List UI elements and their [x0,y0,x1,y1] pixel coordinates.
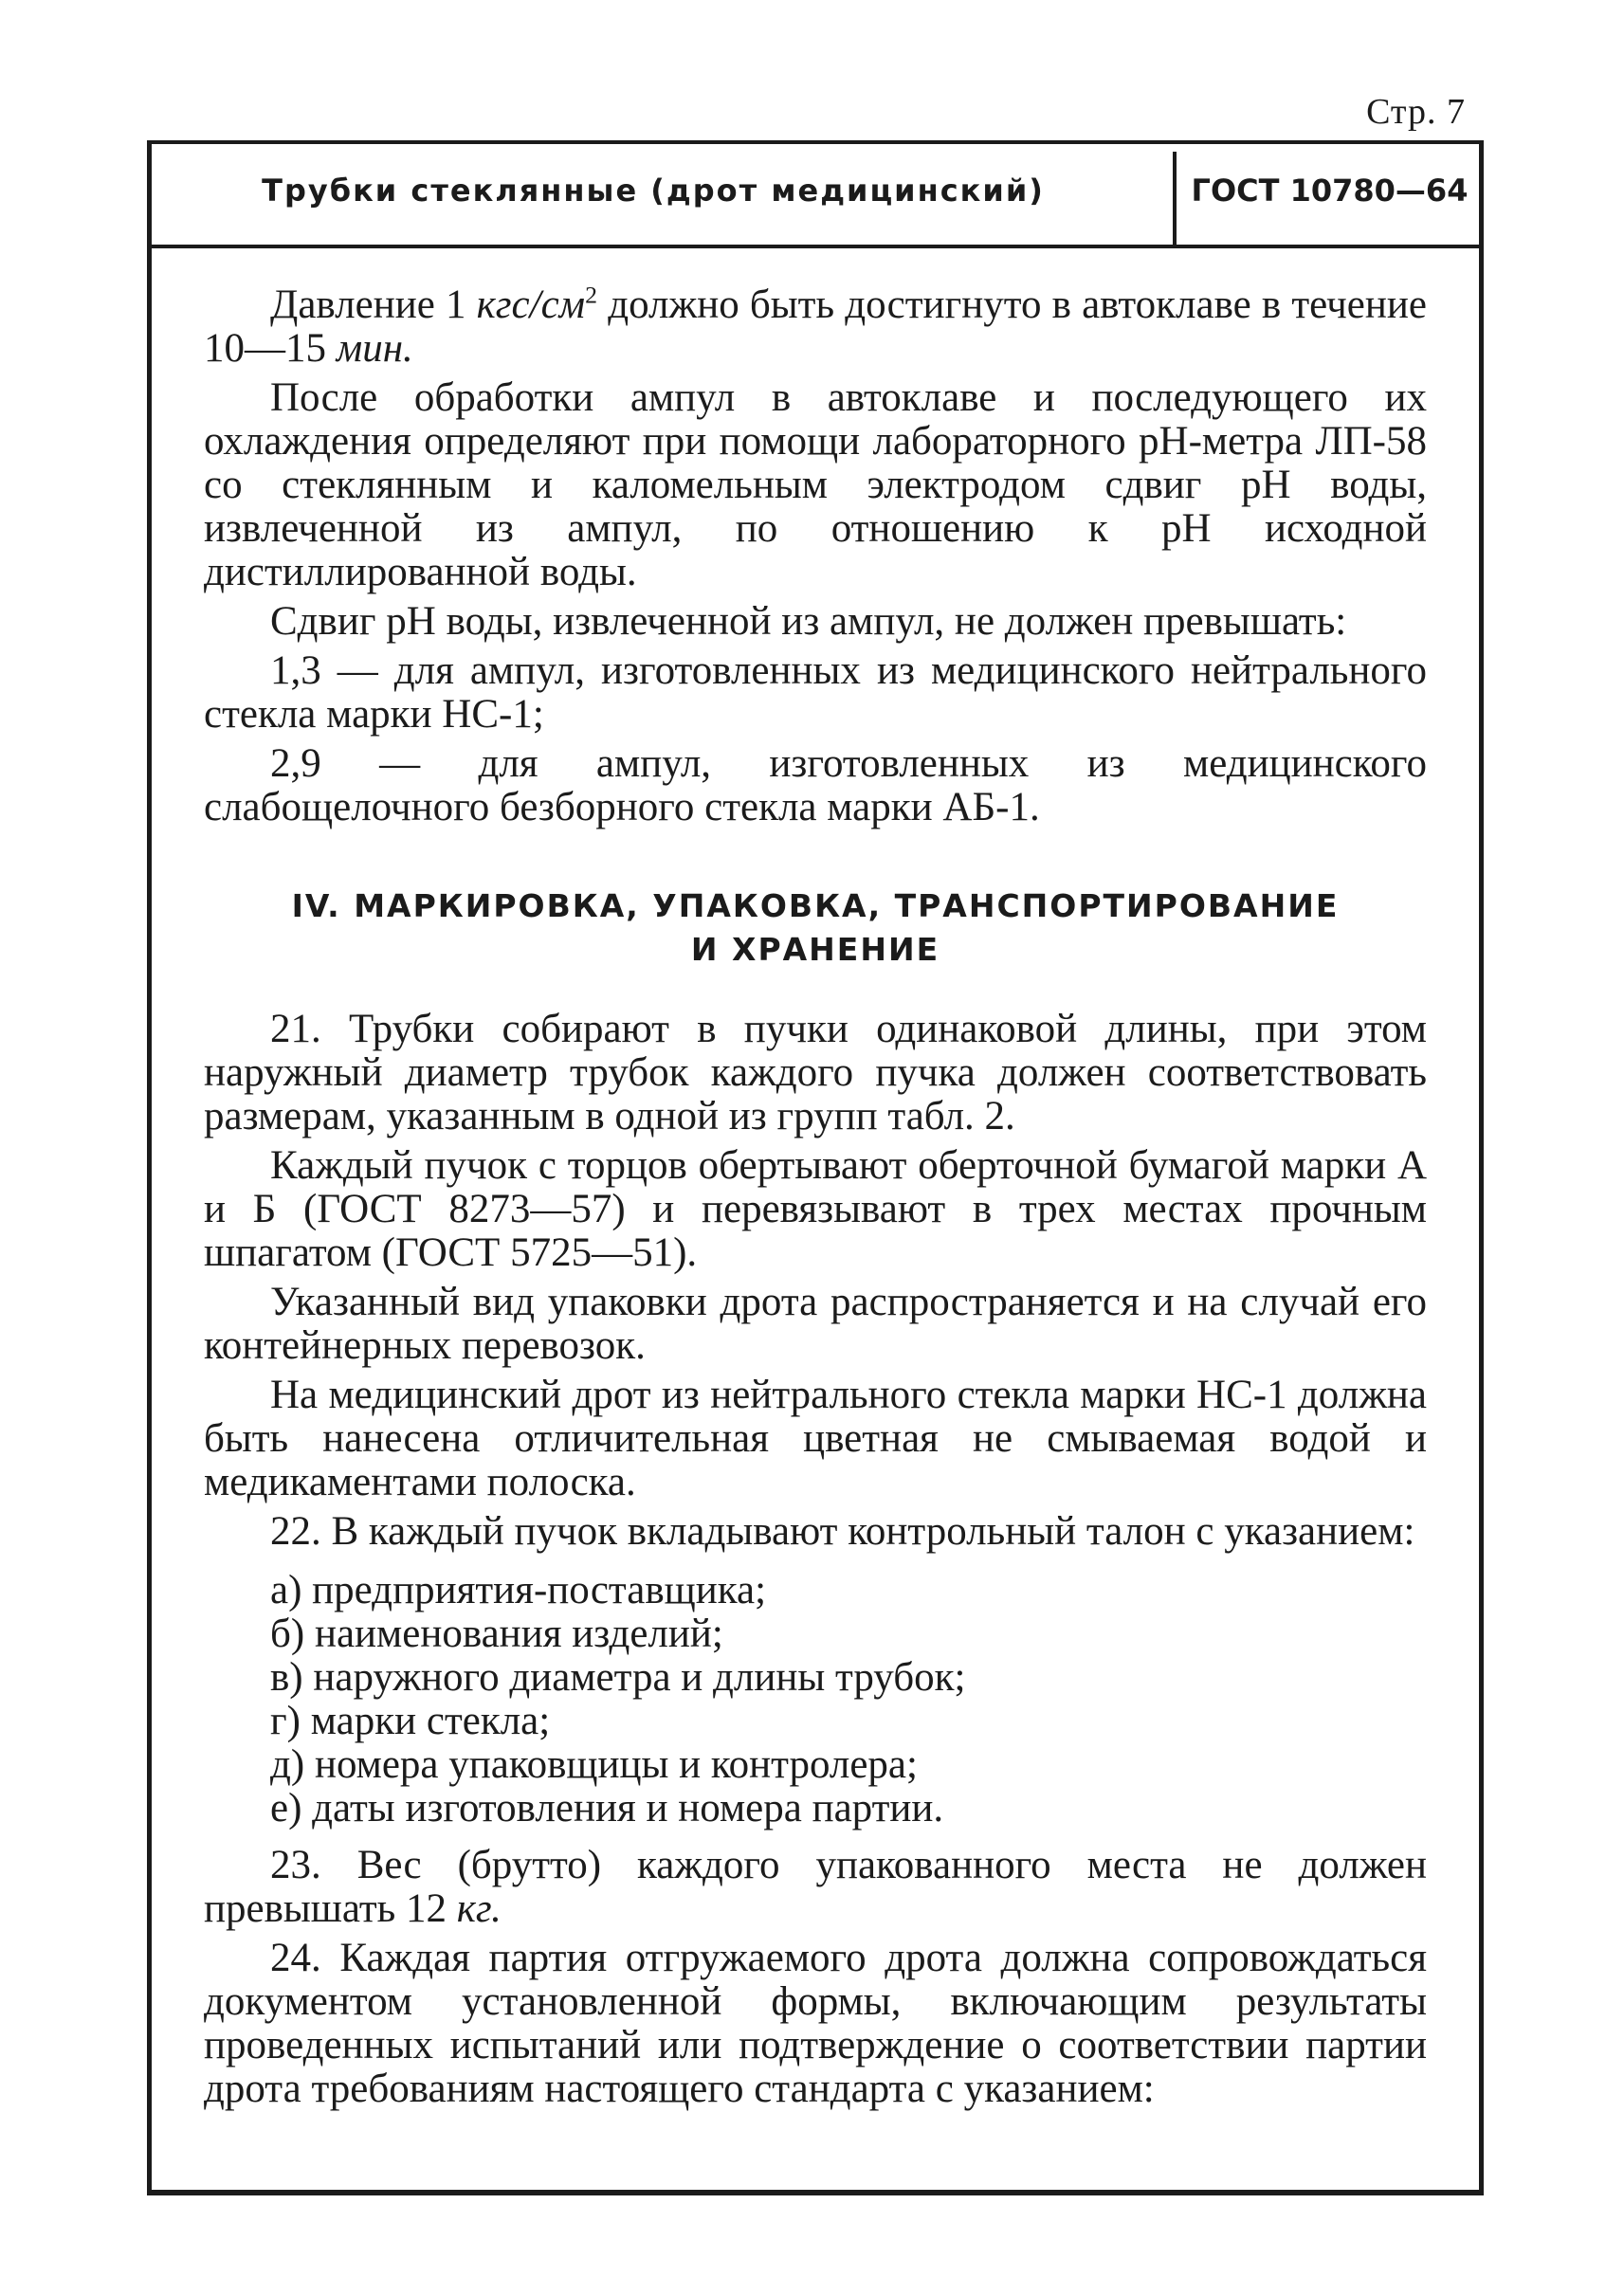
paragraph-21-wrapping: Каждый пучок с торцов обертывают оберточной бумагой марки А и Б (ГОСТ 8273—57) и перевязывают в трех местах прочным шпагатом (ГОСТ 5725—51). [204,1143,1427,1275]
paragraph-21-stripe: На медицинский дрот из нейтрального стекла марки НС-1 должна быть нанесена отличительная цветная не смываемая водой и медикаментами полоска. [204,1373,1427,1504]
pressure-text-continued: должно быть достигнуто в автоклаве в течение 10—15 [204,282,1428,371]
paragraph-23 [204,1844,1427,1931]
section-heading-line-2: И ХРАНЕНИЕ [690,931,940,968]
list-item: е) даты изготовления и номера партии. [270,1786,944,1831]
document-body [204,283,1427,2117]
weight-unit: кг. [456,1886,502,1931]
paragraph-24: 24. Каждая партия отгружаемого дрота должна сопровождаться документом установленной формы, включающим результаты проведенных испытаний или подтверждение о соответствии партии дрота требованиям настоящего стандарта с указанием: [204,1936,1427,2111]
pressure-unit: кгс/см [476,282,586,327]
section-heading-line-1: IV. МАРКИРОВКА, УПАКОВКА, ТРАНСПОРТИРОВАНИЕ [291,887,1340,924]
list-item: б) наименования изделий; [270,1612,723,1656]
list-item: в) наружного диаметра и длины трубок; [270,1655,966,1700]
time-unit: мин. [336,326,413,371]
paragraph-limit-ab1: 2,9 — для ампул, изготовленных из медицинского слабощелочного безборного стекла марки АБ-1. [204,741,1427,829]
pressure-unit-exponent: 2 [585,281,598,309]
label-contents-list [204,1569,1427,1831]
paragraph-21-container: Указанный вид упаковки дрота распространяется и на случай его контейнерных перевозок. [204,1280,1427,1368]
paragraph-limit-ns1: 1,3 — для ампул, изготовленных из медицинского нейтрального стекла марки НС-1; [204,648,1427,737]
pressure-text: Давление 1 [270,282,477,327]
standard-code: ГОСТ 10780—64 [1191,173,1469,209]
paragraph-ph-shift-limit: Сдвиг рН воды, извлеченной из ампул, не должен превышать: [270,599,1347,644]
page-number: Стр. 7 [1366,92,1466,132]
header [152,144,1479,248]
paragraph-pressure [204,283,1427,371]
document-frame [147,140,1484,2195]
header-divider [1173,152,1177,246]
list-item: г) марки стекла; [270,1699,551,1743]
weight-text: 23. Вес (брутто) каждого упакованного места не должен превышать 12 [204,1843,1427,1931]
header-title: Трубки стеклянные (дрот медицинский) [262,173,1045,209]
section-heading [204,884,1427,972]
paragraph-21: 21. Трубки собирают в пучки одинаковой длины, при этом наружный диаметр трубок каждого пучка должен соответствовать размерам, указанным в одной из групп табл. 2. [204,1007,1427,1138]
paragraph-after-autoclave: После обработки ампул в автоклаве и последующего их охлаждения определяют при помощи лабораторного рН-метра ЛП-58 со стеклянным и каломельным электродом сдвиг рН воды, извлеченной из ампул, по отношению к рН исходной дистиллированной воды. [204,375,1427,594]
paragraph-22: 22. В каждый пучок вкладывают контрольный талон с указанием: [270,1509,1415,1554]
list-item: а) предприятия-поставщика; [270,1568,767,1612]
list-item: д) номера упаковщицы и контролера; [270,1742,918,1787]
